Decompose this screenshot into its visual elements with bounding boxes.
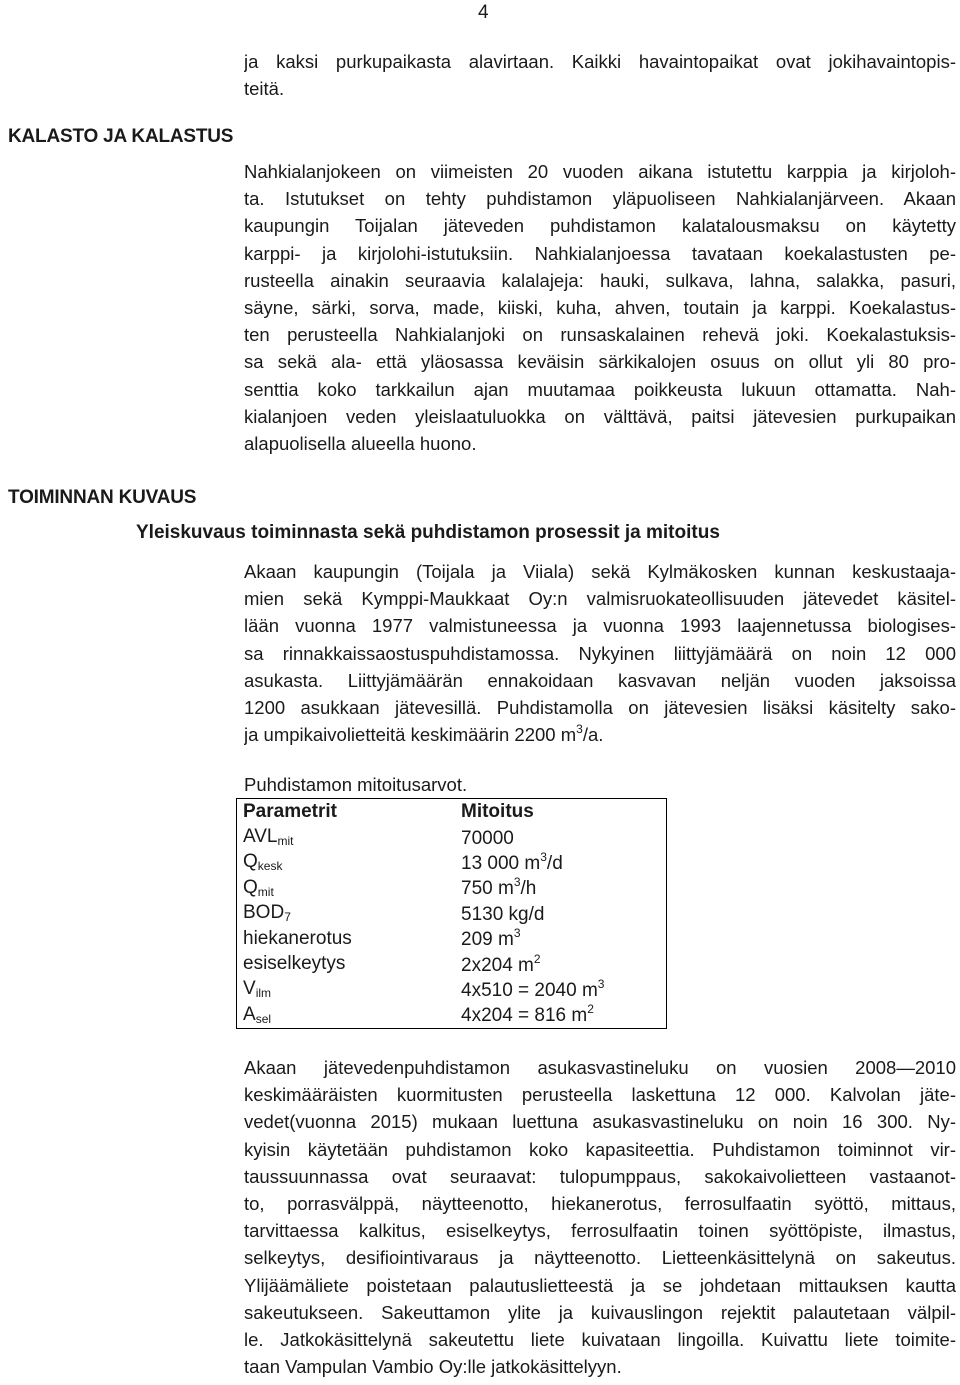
table-caption: Puhdistamon mitoitusarvot. [244,774,468,795]
text-line: Nahkialanjokeen on viimeisten 20 vuoden aikana istutettu karppia ja kirjoloh- [244,161,956,182]
text-line: kialanjoen veden yleislaatuluokka on välttävä, paitsi jätevesien purkupaikan [244,405,956,427]
table-row [237,875,667,900]
table-row [237,901,667,926]
text-line: ja umpikaivolietteitä keskimäärin 2200 $m^3/a$. [244,722,604,746]
column-header-parameter: Parametrit [243,800,337,822]
text-line: alapuolisella alueella huono. [244,433,477,455]
toiminta-paragraph [244,558,956,748]
parameter-cell: BOD7 [243,902,291,925]
text-line: rusteella ainakin seuraavia kalalajeja: hauki, sulkava, lahna, salakka, pasuri, [244,269,956,291]
table-header-row [237,799,667,825]
text-line: karppi- ja kirjolohi-istutuksiin. Nahkialanjoessa tavataan koekalastusten pe- [244,242,956,264]
table-row [237,1002,667,1028]
text-line: le. Jatkokäsittelynä sakeutettu liete kuivataan lingoilla. Kuivattu liete toimite- [244,1329,956,1351]
value-cell: 5130 kg/d [461,903,545,925]
text-line: taan Vampulan Vambio Oy:lle jatkokäsittelyyn. [244,1356,622,1378]
table-row [237,977,667,1002]
text-line: sa sekä ala- että yläosassa keväisin särkikalojen osuus on ollut yli 80 pro- [244,351,956,373]
text-line: sa rinnakkaissaostuspuhdistamossa. Nykyinen liittyjämäärä on noin 12 000 [244,642,956,664]
parameter-cell: Vilm [243,978,272,1001]
text-line: tarvittaessa kalkitus, esiselkeytys, ferrosulfaatin toinen syöttöpiste, ilmastus, [244,1220,956,1242]
text-line: asukasta. Liittyjämäärän ennakoidaan kasvavan neljän vuoden jaksoissa [244,669,956,691]
text-line: senttia koko tarkkailun ajan muutamaa poikkeusta lukuun ottamatta. Nah- [244,378,956,400]
parameter-cell: esiselkeytys [243,953,346,975]
text-line: keskimääräisten kuormitusten perusteella laskettuna 12 000. Kalvolan jäte- [244,1084,956,1106]
page-number: 4 [478,2,489,23]
kalasto-paragraph [244,158,956,457]
text-line: sakeutukseen. Sakeuttamon ylite ja kuivauslingon rejektit palautetaan välpil- [244,1301,956,1323]
value-cell: 4x510 = 2040 $m^3$ [461,976,605,1001]
text-line: kyisin käytetään puhdistamon koko kapasiteettia. Puhdistamon toiminnot vir- [244,1138,956,1160]
text-line: Ylijäämäliete poistetaan palautuslietteestä ja se johdetaan mittauksen kautta [244,1274,956,1296]
subsection-heading: Yleiskuvaus toiminnasta sekä puhdistamon prosessit ja mitoitus [136,522,720,543]
text-line: selkeytys, desifiointivaraus ja näytteenotto. Lietteenkäsittelynä on sakeutus. [244,1247,956,1269]
intro-paragraph [244,48,956,102]
table-row [237,951,667,976]
text-line: taussuunnassa ovat seuraavat: tulopumppaus, sakokaivolietteen vastaanot- [244,1165,956,1187]
text-line: ja kaksi purkupaikasta alavirtaan. Kaikki havaintopaikat ovat jokihavaintopis- [244,51,956,72]
text-line: säyne, särki, sorva, made, kiiski, kuha, ahven, toutain ja karppi. Koekalastus- [244,297,956,319]
text-line: ten perusteella Nahkialanjoki on runsaskalainen rehevä joki. Koekalastuksis- [244,324,956,346]
value-cell: 4x204 = 816 $m^2$ [461,1002,594,1027]
table-row [237,824,667,849]
section-heading-kalasto: KALASTO JA KALASTUS [8,126,234,147]
parameter-cell: Qkesk [243,851,283,874]
value-cell: 209 $m^3$ [461,926,521,951]
value-cell: 2x204 $m^2$ [461,951,541,976]
text-line: Akaan jätevedenpuhdistamon asukasvastineluku on vuosien 2008—2010 [244,1057,956,1078]
text-line: to, porrasvälppä, näytteenotto, hiekanerotus, ferrosulfaatin syöttö, mittaus, [244,1193,956,1215]
parameter-cell: AVLmit [243,826,294,849]
section-heading-toiminnan: TOIMINNAN KUVAUS [8,487,197,508]
value-cell: 70000 [461,827,514,849]
table-row [237,926,667,951]
parameters-table [236,798,667,1029]
table-row [237,850,667,875]
text-line: kaupungin Toijalan jäteveden puhdistamon kalatalousmaksu on käytetty [244,215,956,237]
parameter-cell: hiekanerotus [243,927,352,949]
column-header-value: Mitoitus [461,800,534,822]
process-paragraph [244,1054,956,1380]
text-line: 1200 asukkaan jätevesillä. Puhdistamolla on jätevesien lisäksi käsitelty sako- [244,697,956,719]
parameter-cell: Asel [243,1003,272,1026]
text-line: ta. Istutukset on tehty puhdistamon yläpuoliseen Nahkialanjärveen. Akaan [244,188,956,210]
text-line: vedet(vuonna 2015) mukaan luettuna asukasvastineluku on noin 16 300. Ny- [244,1111,956,1133]
text-line: Akaan kaupungin (Toijala ja Viiala) sekä Kylmäkosken kunnan keskustaaja- [244,561,956,582]
parameter-cell: Qmit [243,876,274,899]
text-line: mien sekä Kymppi-Maukkaat Oy:n valmisruokateollisuuden jätevedet käsitel- [244,588,956,610]
text-line: lään vuonna 1977 valmistuneessa ja vuonna 1993 laajennetussa biologises- [244,615,956,637]
text-line: teitä. [244,78,285,100]
value-cell: 750 $m^3/h$ [461,875,537,900]
value-cell: 13 000 $m^3/d$ [461,849,563,874]
